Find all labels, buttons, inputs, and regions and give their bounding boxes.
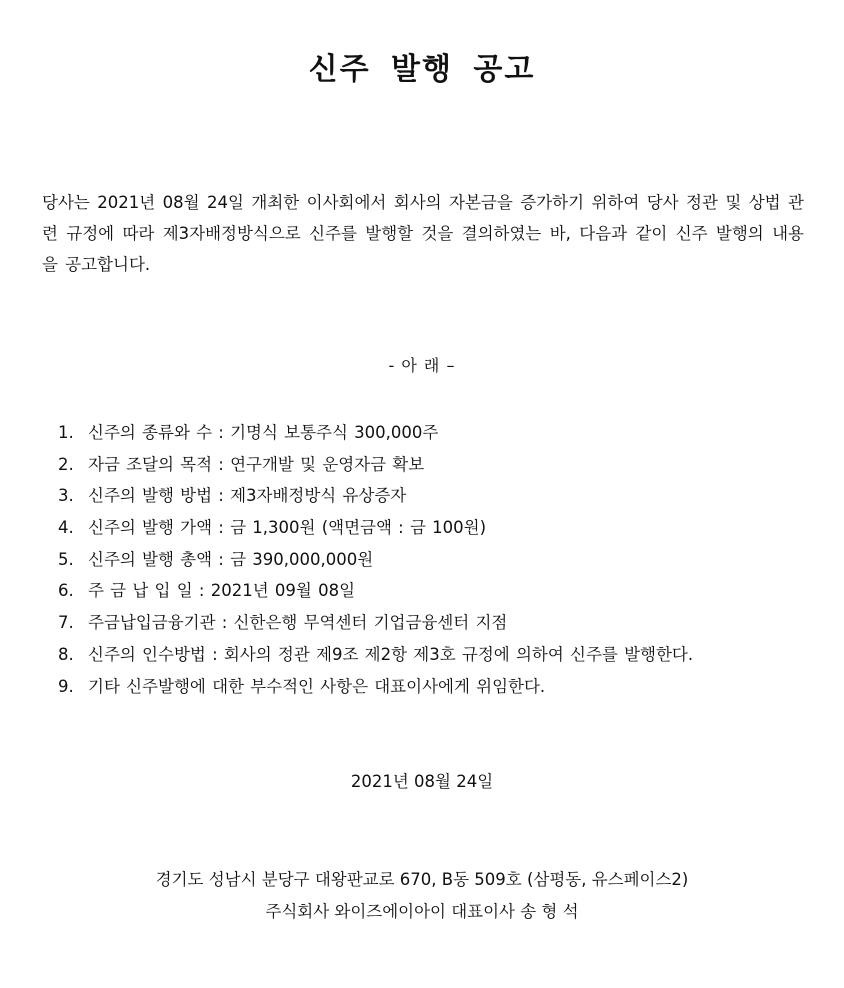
item-text: 신주의 인수방법 : 회사의 정관 제9조 제2항 제3호 규정에 의하여 신주를 발행한다. bbox=[88, 644, 694, 664]
list-item bbox=[58, 544, 818, 576]
item-number: 8. bbox=[58, 644, 74, 664]
list-item bbox=[58, 449, 818, 481]
item-number: 3. bbox=[58, 486, 74, 506]
company-representative: 주식회사 와이즈에이아이 대표이사 송 형 석 bbox=[265, 902, 579, 921]
item-number: 6. bbox=[58, 581, 74, 601]
item-text: 신주의 발행 총액 : 금 390,000,000원 bbox=[88, 549, 374, 569]
company-address: 경기도 성남시 분당구 대왕판교로 670, B동 509호 (삼평동, 유스페이스2) bbox=[155, 870, 689, 889]
item-text: 기타 신주발행에 대한 부수적인 사항은 대표이사에게 위임한다. bbox=[88, 676, 546, 696]
item-number: 7. bbox=[58, 613, 74, 633]
item-number: 1. bbox=[58, 423, 74, 442]
list-item bbox=[58, 671, 818, 703]
list-item bbox=[58, 417, 818, 449]
list-item bbox=[58, 480, 818, 512]
item-text: 자금 조달의 목적 : 연구개발 및 운영자금 확보 bbox=[88, 454, 425, 474]
intro-paragraph: 당사는 2021년 08월 24일 개최한 이사회에서 회사의 자본금을 증가하기 위하여 당사 정관 및 상법 관련 규정에 따라 제3자배정방식으로 신주를 발행할 것을 결의하였는 바, 다음과 같이 신주 발행의 내용을 공고합니다. bbox=[42, 193, 804, 274]
list-item bbox=[58, 575, 818, 607]
section-separator: - 아 래 – bbox=[388, 356, 456, 375]
item-number: 5. bbox=[58, 549, 74, 569]
item-text: 신주의 발행 가액 : 금 1,300원 (액면금액 : 금 100원) bbox=[88, 518, 487, 538]
item-text: 주금납입금융기관 : 신한은행 무역센터 기업금융센터 지점 bbox=[88, 613, 508, 633]
notice-items-list bbox=[58, 417, 818, 702]
list-item bbox=[58, 607, 818, 639]
item-text: 신주의 종류와 수 : 기명식 보통주식 300,000주 bbox=[88, 423, 439, 442]
item-number: 2. bbox=[58, 454, 74, 474]
list-item bbox=[58, 512, 818, 544]
item-number: 9. bbox=[58, 676, 74, 696]
list-item bbox=[58, 639, 818, 671]
item-text: 주 금 납 입 일 : 2021년 09월 08일 bbox=[88, 581, 356, 601]
item-number: 4. bbox=[58, 518, 74, 538]
notice-title: 신주 발행 공고 bbox=[308, 52, 536, 87]
item-text: 신주의 발행 방법 : 제3자배정방식 유상증자 bbox=[88, 486, 407, 506]
notice-date: 2021년 08월 24일 bbox=[350, 772, 494, 791]
